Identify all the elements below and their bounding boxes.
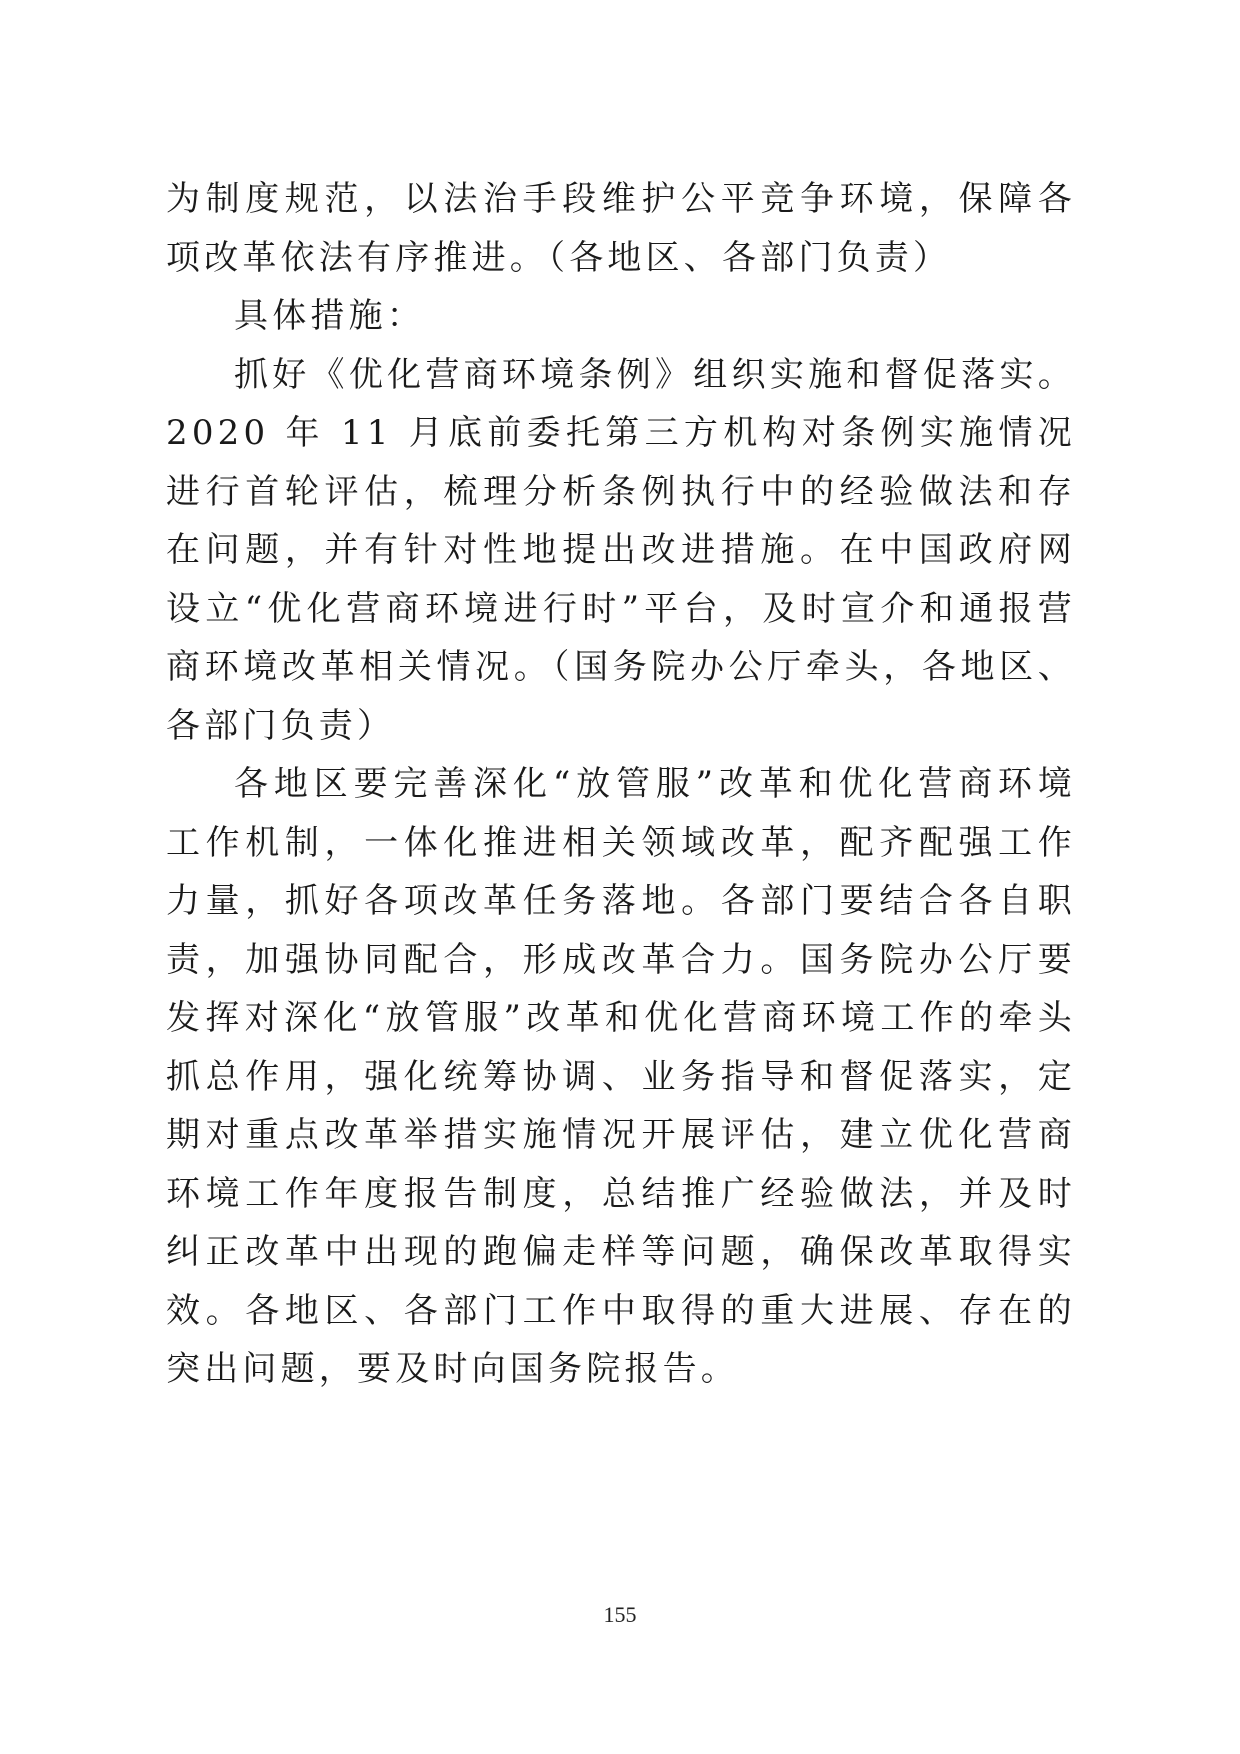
paragraph-continuation: 为制度规范，以法治手段维护公平竞争环境，保障各项改革依法有序推进。（各地区、各部门负责） (166, 179, 1076, 278)
paragraph-regulation-measure: 抓好《优化营商环境条例》组织实施和督促落实。2020 年 11 月底前委托第三方机构对条例实施情况进行首轮评估，梳理分析条例执行中的经验做法和存在问题，并有针对性地提出改进措施。在中国政府网设立“优化营商环境进行时”平台，及时宣介和通报营商环境改革相关情况。（国务院办公厅牵头，各地区、各部门负责） (166, 354, 1076, 746)
paragraph-implementation: 各地区要完善深化“放管服”改革和优化营商环境工作机制，一体化推进相关领域改革，配齐配强工作力量，抓好各项改革任务落地。各部门要结合各自职责，加强协同配合，形成改革合力。国务院办公厅要发挥对深化“放管服”改革和优化营商环境工作的牵头抓总作用，强化统筹协调、业务指导和督促落实，定期对重点改革举措实施情况开展评估，建立优化营商环境工作年度报告制度，总结推广经验做法，并及时纠正改革中出现的跑偏走样等问题，确保改革取得实效。各地区、各部门工作中取得的重大进展、存在的突出问题，要及时向国务院报告。 (166, 764, 1076, 1389)
document-body (166, 170, 1076, 1399)
paragraph-measures-heading: 具体措施： (234, 296, 425, 336)
page-number: 155 (603, 1602, 637, 1627)
